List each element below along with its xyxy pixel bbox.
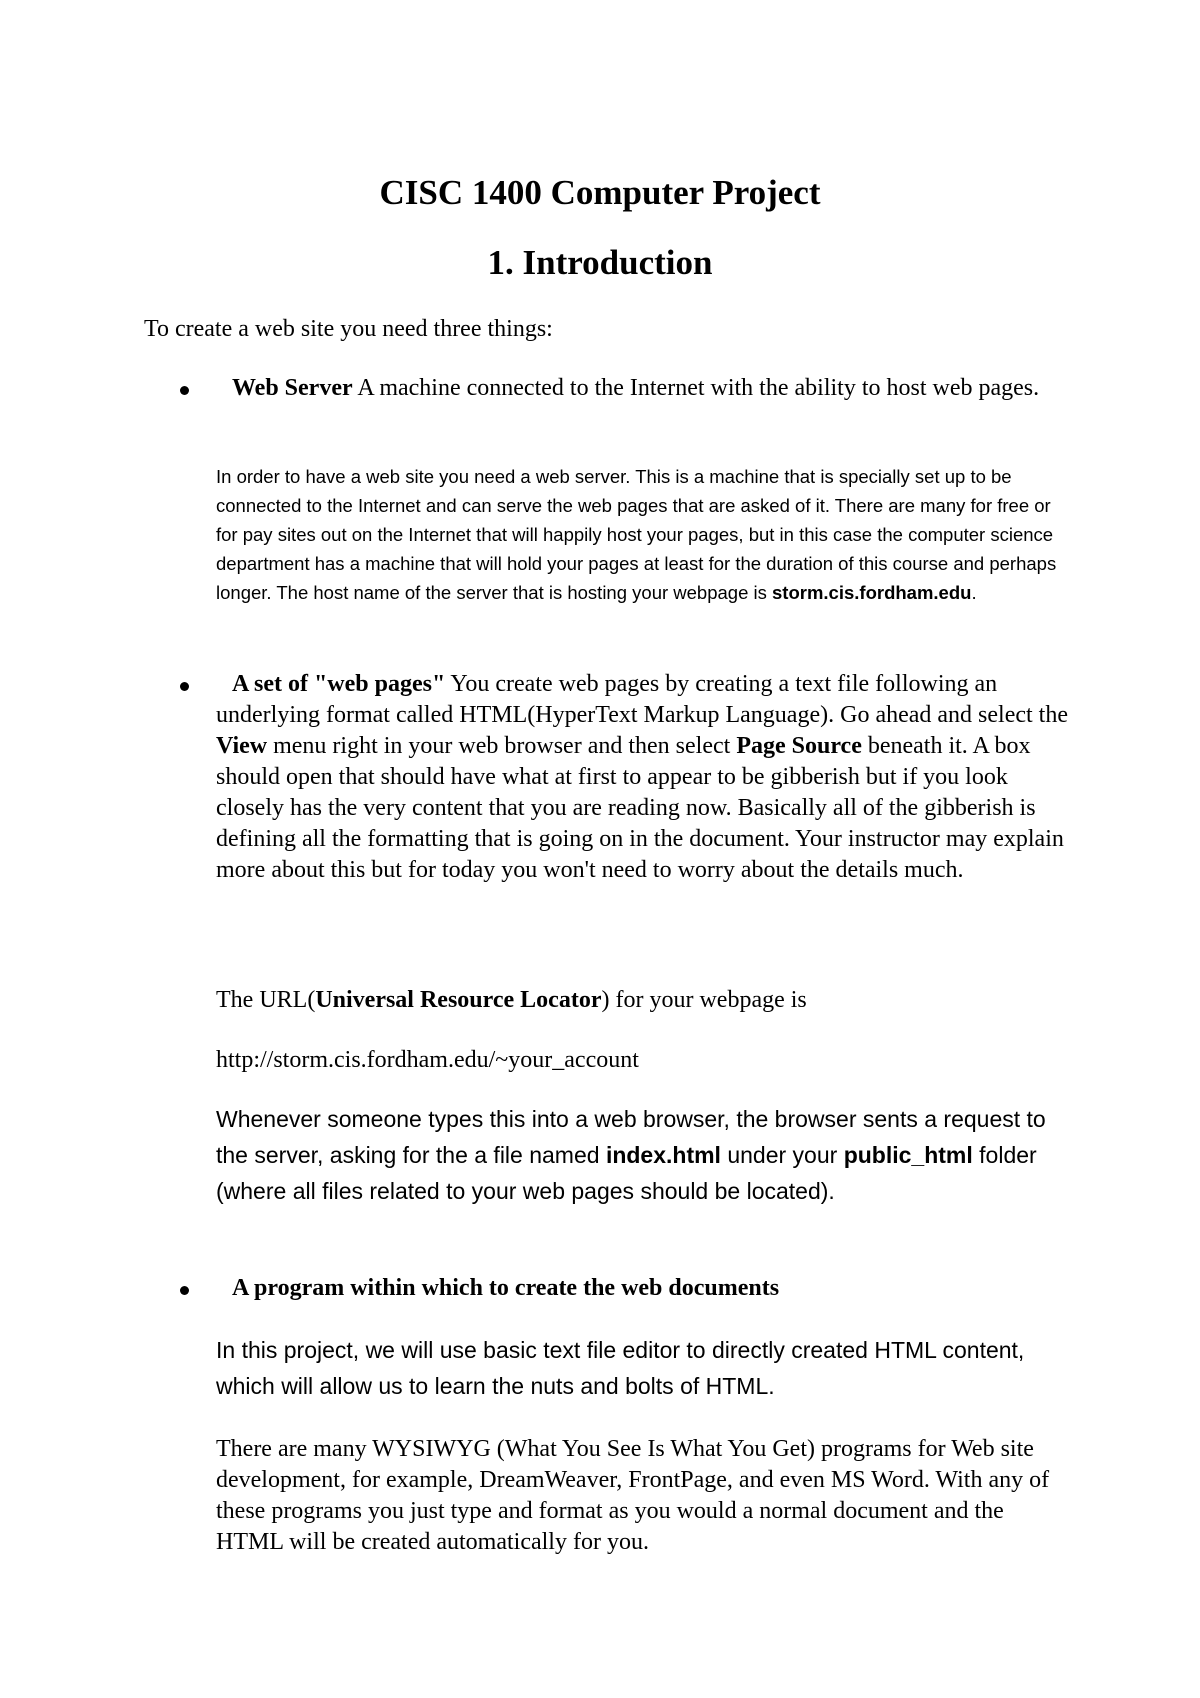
item-term: Web Server <box>232 375 353 401</box>
item-term: A set of "web pages" <box>232 671 446 697</box>
document-title: CISC 1400 Computer Project <box>379 173 821 212</box>
program-detail: In this project, we will use basic text file editor to directly created HTML content, which will allow us to learn the nuts and bolts of HTML. <box>216 1337 1025 1399</box>
list-item-web-pages: A set of "web pages" You create web pages by creating a text file following an underlying format called HTML(HyperText Markup Language). Go ahead and select the View menu right in your web browser and then select Page Source beneath it. A box should open that should have what at first to appear to be gibberish but if you look closely has the very content that you are reading now. Basically all of the gibberish is defining all the formatting that is going on in the document. Your instructor may explain more about this but for today you won't need to worry about the details much. <box>216 671 1068 883</box>
bullet-icon <box>180 386 189 395</box>
index-file-name: index.html <box>605 1142 721 1168</box>
host-name: storm.cis.fordham.edu <box>772 582 972 603</box>
url-label: The URL(Universal Resource Locator) for your webpage is <box>216 987 807 1013</box>
view-menu-name: View <box>216 733 268 759</box>
item-description: A machine connected to the Internet with the ability to host web pages. <box>352 375 1040 401</box>
page-source-menu-name: Page Source <box>736 733 862 759</box>
bullet-icon <box>180 1286 189 1295</box>
public-html-folder-name: public_html <box>843 1142 973 1168</box>
list-item-web-server <box>216 373 1076 404</box>
bullet-icon <box>180 682 189 691</box>
wysiwyg-paragraph: There are many WYSIWYG (What You See Is What You Get) programs for Web site development, for example, DreamWeaver, FrontPage, and even MS Word. With any of these programs you just type and format as you would a normal document and the HTML will be created automatically for you. <box>216 1436 1050 1555</box>
intro-text: To create a web site you need three things: <box>144 316 553 342</box>
request-explanation: Whenever someone types this into a web browser, the browser sents a request to the server, asking for the a file named index.html under your public_html folder (where all files related to your web pages should be located). <box>216 1106 1046 1204</box>
list-item-program <box>216 1273 1076 1304</box>
section-heading: 1. Introduction <box>487 243 713 282</box>
web-server-detail: In order to have a web site you need a web server. This is a machine that is specially set up to be connected to the Internet and can serve the web pages that are asked of it. There are many for free or for pay sites out on the Internet that will happily host your pages, but in this case the computer science department has a machine that will hold your pages at least for the duration of this course and perhaps longer. The host name of the server that is hosting your webpage is storm.cis.fordham.edu. <box>216 466 1057 603</box>
webpage-url: http://storm.cis.fordham.edu/~your_account <box>216 1047 639 1073</box>
item-term: A program within which to create the web documents <box>232 1275 780 1301</box>
